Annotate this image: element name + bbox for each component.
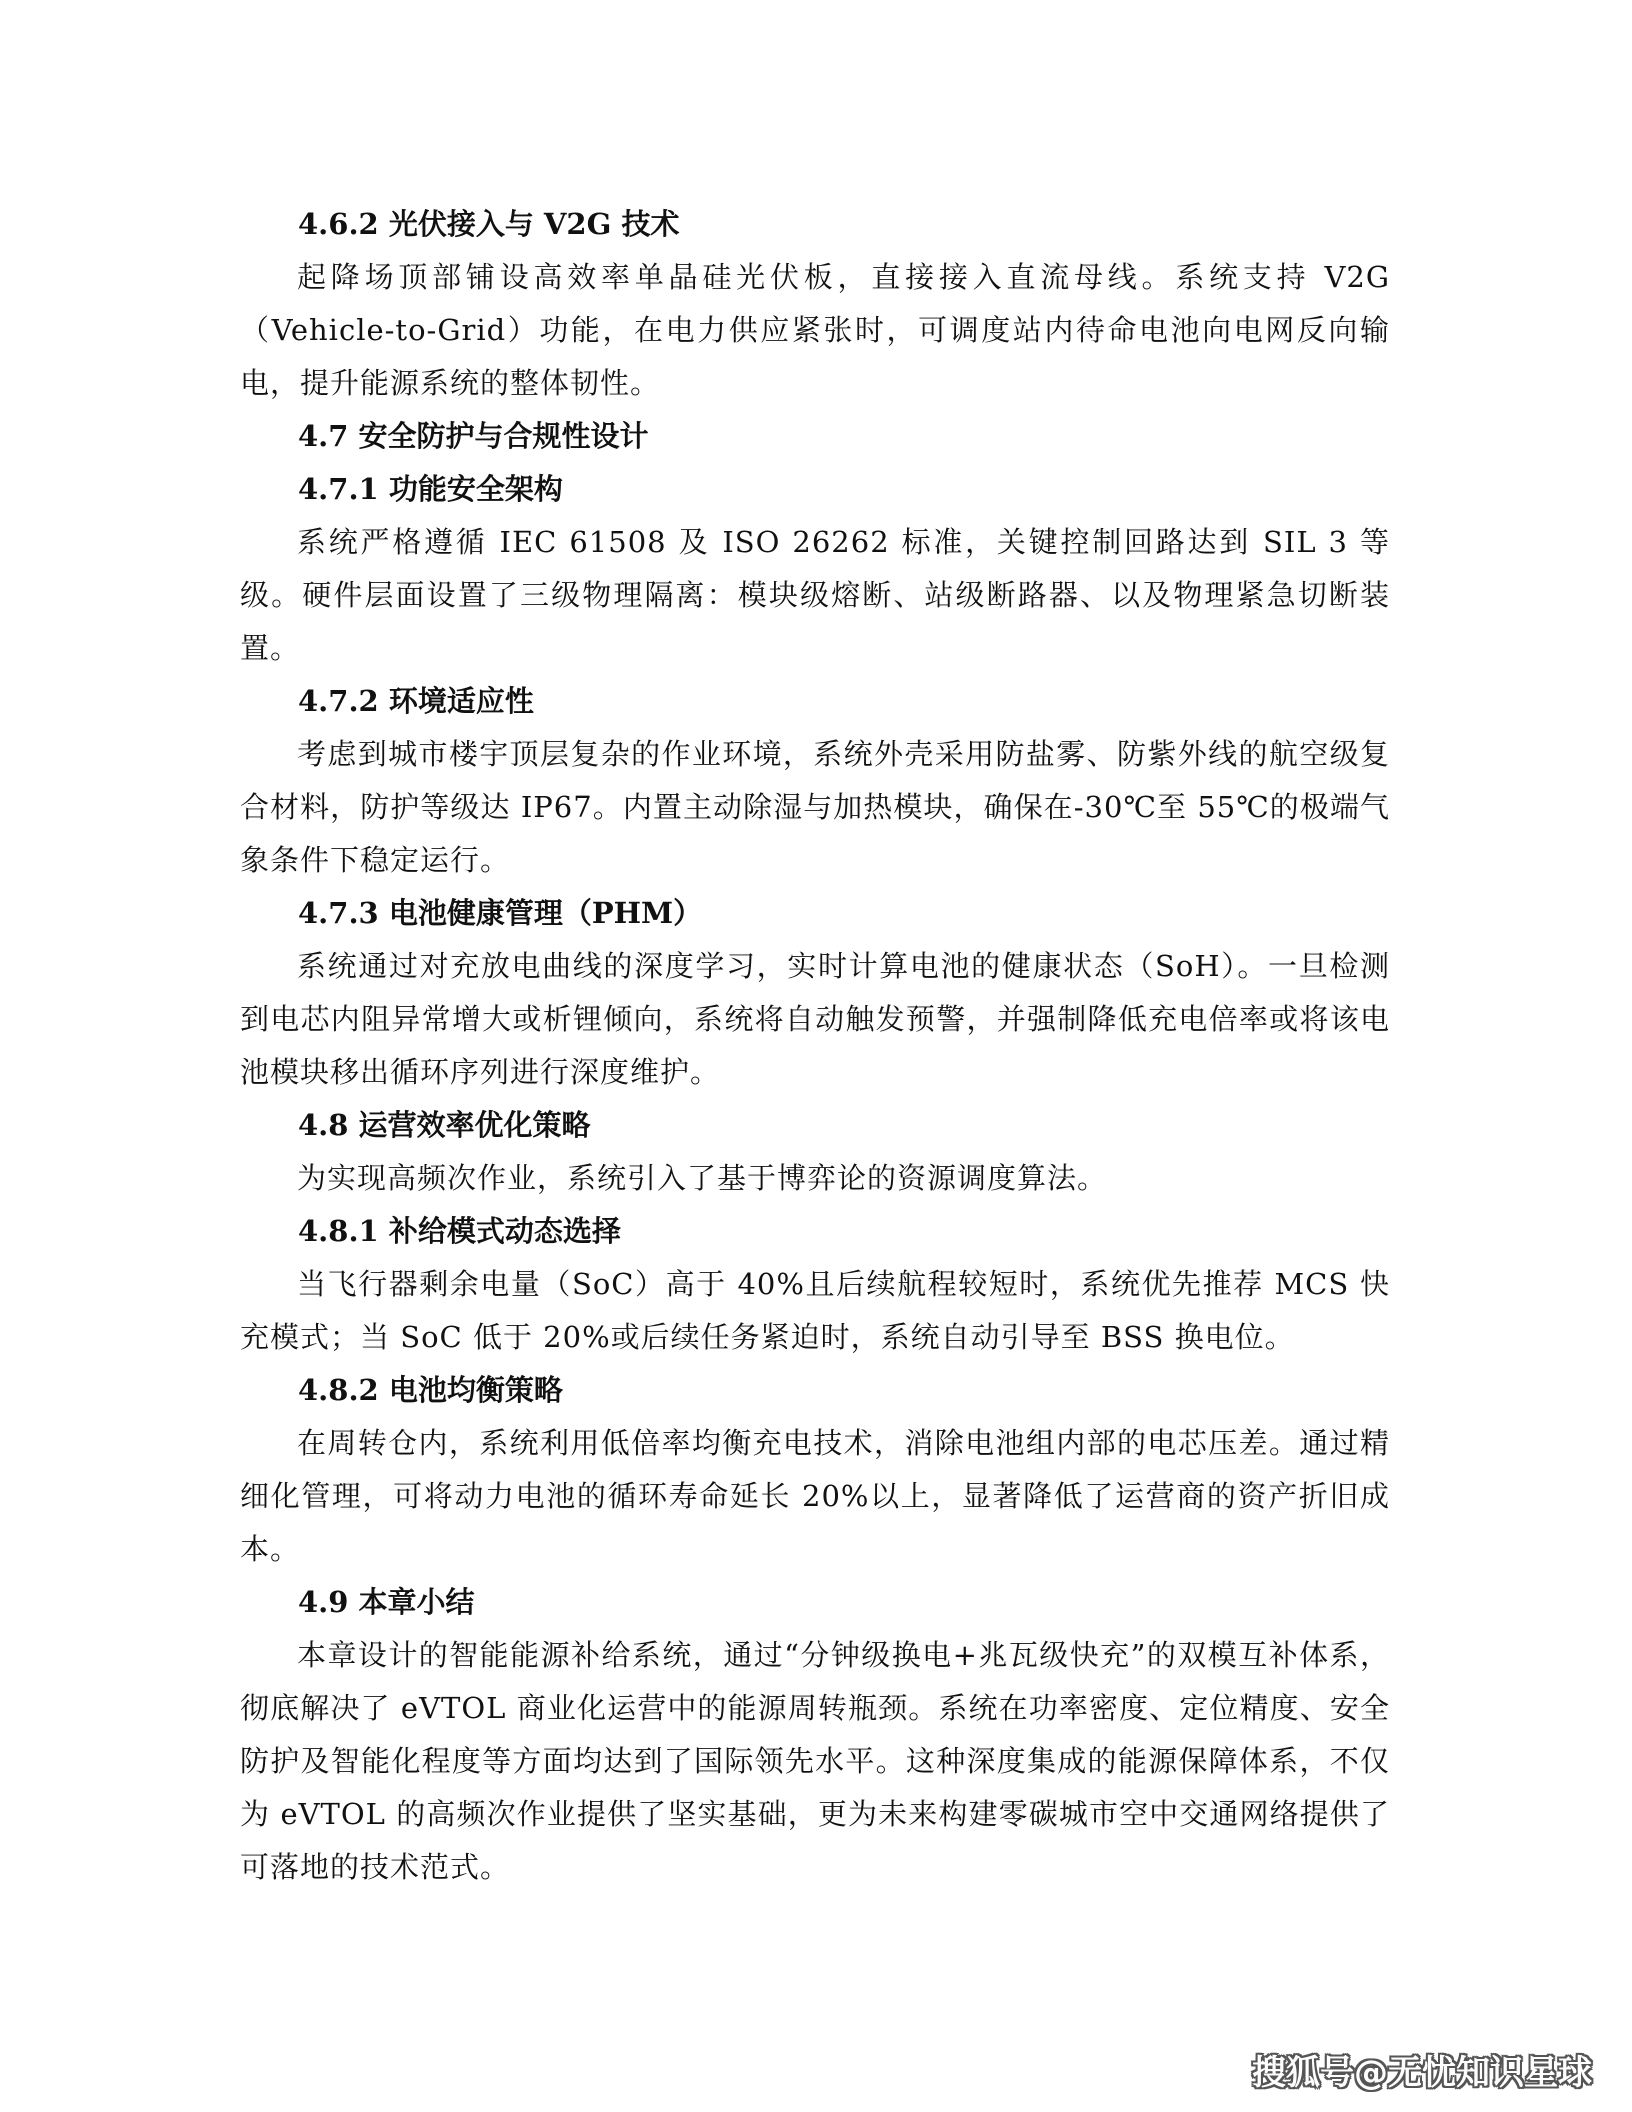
section-heading: 4.8.2 电池均衡策略	[298, 1373, 563, 1407]
section-heading: 4.8.1 补给模式动态选择	[298, 1214, 621, 1248]
section-4-9	[240, 1576, 1390, 1894]
section-4-6-2	[240, 198, 1390, 410]
section-4-7-2	[240, 675, 1390, 887]
section-4-7-3	[240, 887, 1390, 1099]
body-paragraph: 为实现高频次作业，系统引入了基于博弈论的资源调度算法。	[297, 1161, 1108, 1195]
watermark: 搜狐号@无忧知识星球	[1252, 2053, 1592, 2093]
section-4-7	[240, 410, 1390, 463]
section-heading: 4.6.2 光伏接入与 V2G 技术	[298, 207, 680, 241]
body-paragraph: 本章设计的智能能源补给系统，通过“分钟级换电+兆瓦级快充”的双模互补体系，彻底解决了 eVTOL 商业化运营中的能源周转瓶颈。系统在功率密度、定位精度、安全防护及智能化程度等方面均达到了国际领先水平。这种深度集成的能源保障体系，不仅为 eVTOL 的高频次作业提供了坚实基础，更为未来构建零碳城市空中交通网络提供了可落地的技术范式。	[240, 1638, 1390, 1884]
section-heading: 4.8 运营效率优化策略	[298, 1108, 591, 1142]
body-paragraph: 系统严格遵循 IEC 61508 及 ISO 26262 标准，关键控制回路达到 SIL 3 等级。硬件层面设置了三级物理隔离：模块级熔断、站级断路器、以及物理紧急切断装置。	[240, 525, 1390, 665]
section-4-8-2	[240, 1364, 1390, 1576]
body-paragraph: 当飞行器剩余电量（SoC）高于 40%且后续航程较短时，系统优先推荐 MCS 快充模式；当 SoC 低于 20%或后续任务紧迫时，系统自动引导至 BSS 换电位。	[240, 1267, 1390, 1354]
section-heading: 4.7 安全防护与合规性设计	[298, 419, 649, 453]
section-4-7-1	[240, 463, 1390, 675]
section-heading: 4.7.3 电池健康管理（PHM）	[298, 896, 703, 930]
body-paragraph: 起降场顶部铺设高效率单晶硅光伏板，直接接入直流母线。系统支持 V2G（Vehicle-to-Grid）功能，在电力供应紧张时，可调度站内待命电池向电网反向输电，提升能源系统的整体韧性。	[240, 260, 1390, 400]
section-heading: 4.7.1 功能安全架构	[298, 472, 563, 506]
document-page	[240, 198, 1390, 1894]
section-4-8	[240, 1099, 1390, 1205]
section-heading: 4.7.2 环境适应性	[298, 684, 534, 718]
body-paragraph: 系统通过对充放电曲线的深度学习，实时计算电池的健康状态（SoH）。一旦检测到电芯内阻异常增大或析锂倾向，系统将自动触发预警，并强制降低充电倍率或将该电池模块移出循环序列进行深度维护。	[240, 949, 1390, 1089]
body-paragraph: 考虑到城市楼宇顶层复杂的作业环境，系统外壳采用防盐雾、防紫外线的航空级复合材料，防护等级达 IP67。内置主动除湿与加热模块，确保在-30℃至 55℃的极端气象条件下稳定运行。	[240, 737, 1390, 877]
section-heading: 4.9 本章小结	[298, 1585, 475, 1619]
body-paragraph: 在周转仓内，系统利用低倍率均衡充电技术，消除电池组内部的电芯压差。通过精细化管理，可将动力电池的循环寿命延长 20%以上，显著降低了运营商的资产折旧成本。	[240, 1426, 1390, 1566]
section-4-8-1	[240, 1205, 1390, 1364]
